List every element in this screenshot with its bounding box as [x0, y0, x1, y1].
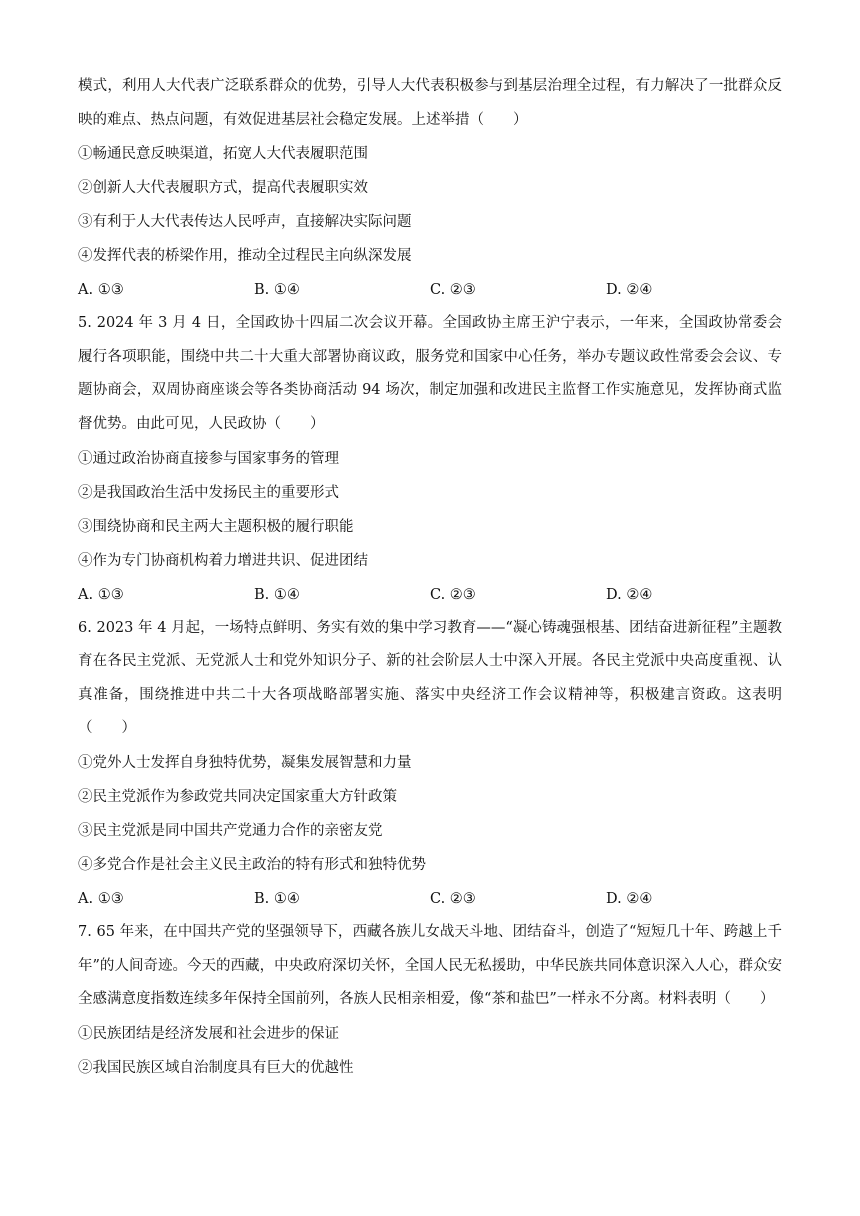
choice-options	[78, 273, 782, 307]
option-c[interactable]: C. ②③	[430, 890, 476, 907]
answer-item: ③民主党派是同中国共产党通力合作的亲密友党	[78, 822, 383, 839]
option-d[interactable]: D. ②④	[606, 586, 653, 603]
answer-item: ③围绕协商和民主两大主题积极的履行职能	[78, 518, 354, 535]
option-c[interactable]: C. ②③	[430, 586, 476, 603]
question-stem: 7. 65 年来，在中国共产党的坚强领导下，西藏各族儿女战天斗地、团结奋斗，创造了“短短几十年、跨越上千年”的人间奇迹。今天的西藏，中央政府深切关怀，全国人民无私援助，中华民族共同体意识深入人心，群众安全感满意度指数连续多年保持全国前列，各族人民相亲相爱，像“茶和盐巴”一样永不分离。材料表明（ ）	[78, 923, 782, 1008]
question-5	[78, 307, 782, 611]
choice-options	[78, 578, 782, 612]
option-b[interactable]: B. ①④	[254, 282, 300, 299]
answer-item: ④发挥代表的桥梁作用，推动全过程民主向纵深发展	[78, 248, 412, 265]
answer-item: ②创新人大代表履职方式，提高代表履职实效	[78, 180, 368, 197]
answer-item: ③有利于人大代表传达人民呼声，直接解决实际问题	[78, 214, 412, 231]
exam-page	[78, 70, 782, 1085]
answer-item: ①畅通民意反映渠道，拓宽人大代表履职范围	[78, 146, 368, 163]
choice-options	[78, 882, 782, 916]
answer-item: ①党外人士发挥自身独特优势，凝集发展智慧和力量	[78, 754, 412, 771]
answer-item: ①通过政治协商直接参与国家事务的管理	[78, 450, 339, 467]
answer-item: ②民主党派作为参政党共同决定国家重大方针政策	[78, 788, 397, 805]
option-a[interactable]: A. ①③	[78, 890, 124, 907]
answer-item: ②是我国政治生活中发扬民主的重要形式	[78, 484, 339, 501]
option-a[interactable]: A. ①③	[78, 282, 124, 299]
question-stem: 6. 2023 年 4 月起，一场特点鲜明、务实有效的集中学习教育——“凝心铸魂强根基、团结奋进新征程”主题教育在各民主党派、无党派人士和党外知识分子、新的社会阶层人士中深入开展。各民主党派中央高度重视、认真准备，围绕推进中共二十大各项战略部署实施、落实中央经济工作会议精神等，积极建言资政。这表明（ ）	[78, 619, 782, 737]
option-c[interactable]: C. ②③	[430, 282, 476, 299]
question-7	[78, 916, 782, 1085]
option-a[interactable]: A. ①③	[78, 586, 124, 603]
question-4	[78, 70, 782, 307]
answer-item: ②我国民族区域自治制度具有巨大的优越性	[78, 1059, 354, 1076]
answer-item: ①民族团结是经济发展和社会进步的保证	[78, 1025, 339, 1042]
question-stem: 5. 2024 年 3 月 4 日，全国政协十四届二次会议开幕。全国政协主席王沪宁表示，一年来，全国政协常委会履行各项职能，围绕中共二十大重大部署协商议政，服务党和国家中心任务，举办专题议政性常委会会议、专题协商会，双周协商座谈会等各类协商活动 94 场次，制定加强和改进民主监督工作实施意见，发挥协商式监督优势。由此可见，人民政协（ ）	[78, 315, 782, 432]
answer-item: ④多党合作是社会主义民主政治的特有形式和独特优势	[78, 856, 426, 873]
option-b[interactable]: B. ①④	[254, 586, 300, 603]
option-b[interactable]: B. ①④	[254, 890, 300, 907]
option-d[interactable]: D. ②④	[606, 890, 653, 907]
option-d[interactable]: D. ②④	[606, 282, 653, 299]
answer-item: ④作为专门协商机构着力增进共识、促进团结	[78, 552, 368, 569]
question-6	[78, 612, 782, 916]
question-stem: 模式，利用人大代表广泛联系群众的优势，引导人大代表积极参与到基层治理全过程，有力解决了一批群众反映的难点、热点问题，有效促进基层社会稳定发展。上述举措（ ）	[78, 78, 782, 128]
